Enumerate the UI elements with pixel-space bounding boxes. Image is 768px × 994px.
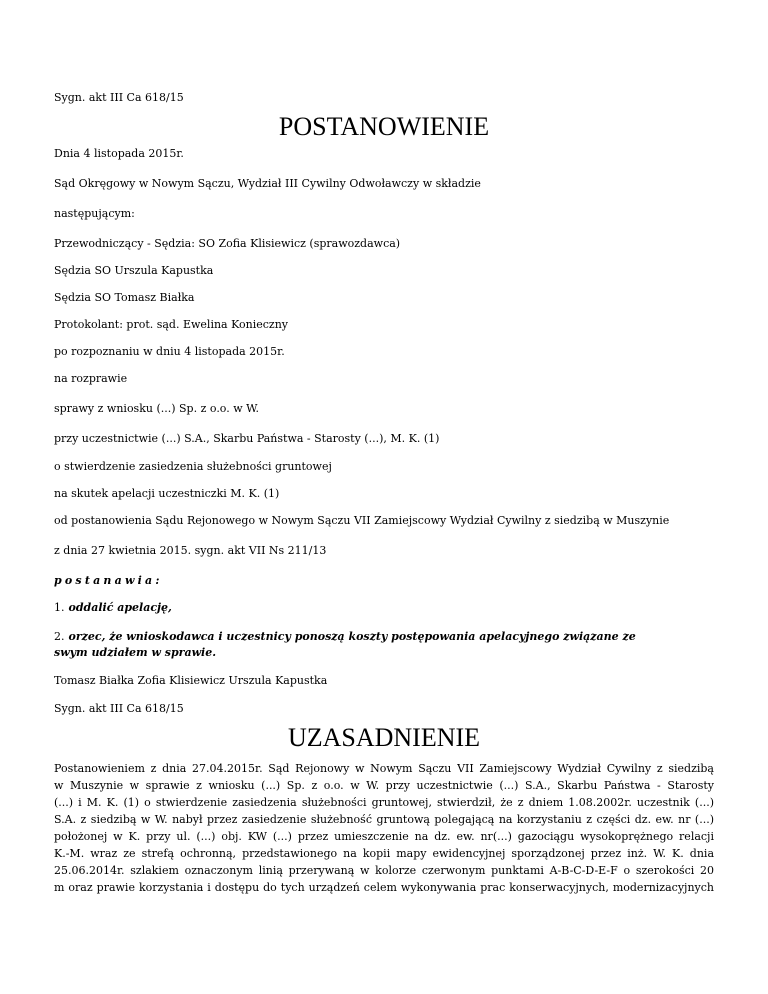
paragraph-row: (...) i M. K. (1) o stwierdzenie zasiedzenia służebności gruntowej, stwierdził, że z dniem 1.08.2002r. uczestnik (...) <box>54 796 714 809</box>
body-line-applicant: sprawy z wniosku (...) Sp. z o.o. w W. <box>54 402 260 415</box>
body-line-decision-date: z dnia 27 kwietnia 2015. sygn. akt VII Ns 211/13 <box>54 544 327 557</box>
ruling-item-1 <box>54 601 172 615</box>
body-line-composition: następującym: <box>54 207 135 220</box>
body-line-hearing-date: po rozpoznaniu w dniu 4 listopada 2015r. <box>54 345 285 358</box>
document-title: POSTANOWIENIE <box>278 112 490 141</box>
body-line-judge-2: Sędzia SO Tomasz Białka <box>54 291 195 304</box>
ruling-item-number: 1. <box>54 601 65 614</box>
body-line-court: Sąd Okręgowy w Nowym Sączu, Wydział III Cywilny Odwoławczy w składzie <box>54 177 481 190</box>
paragraph-row: 25.06.2014r. szlakiem oznaczonym linią przerywaną w kolorze czerwonym punktami A-B-C-D-E-F o szerokości 20 <box>54 864 714 877</box>
paragraph-row: S.A. z siedzibą w W. nabył przez zasiedzenie służebność gruntową polegającą na korzystaniu z części dz. ew. nr (...) <box>54 813 714 826</box>
ruling-item-2 <box>54 630 636 644</box>
justification-title: UZASADNIENIE <box>287 723 481 752</box>
paragraph-row: położonej w K. przy ul. (...) obj. KW (...) przez umieszczenie na dz. ew. nr(...) gazociągu wysokoprężnego relacji <box>54 830 714 843</box>
paragraph-row: m oraz prawie korzystania i dostępu do tych urządzeń celem wykonywania prac konserwacyjnych, modernizacyjnych <box>54 881 714 894</box>
body-line-subject: o stwierdzenie zasiedzenia służebności gruntowej <box>54 460 332 473</box>
ruling-item-text: oddalić apelację, <box>68 601 172 614</box>
justification-signature: Sygn. akt III Ca 618/15 <box>54 702 184 715</box>
ruling-item-2-continuation: swym udziałem w sprawie. <box>54 646 217 659</box>
body-line-participants: przy uczestnictwie (...) S.A., Skarbu Państwa - Starosty (...), M. K. (1) <box>54 432 440 445</box>
justification-paragraph <box>54 760 714 896</box>
body-line-judge-1: Sędzia SO Urszula Kapustka <box>54 264 214 277</box>
body-line-appeal: na skutek apelacji uczestniczki M. K. (1) <box>54 487 280 500</box>
body-line-date: Dnia 4 listopada 2015r. <box>54 147 184 160</box>
paragraph-row: w Muszynie w sprawie z wniosku (...) Sp. z o.o. w W. przy uczestnictwie (...) S.A., Skarbu Państwa - Starosty <box>54 779 714 792</box>
body-line-presiding-judge: Przewodniczący - Sędzia: SO Zofia Klisiewicz (sprawozdawca) <box>54 237 401 250</box>
body-line-clerk: Protokolant: prot. sąd. Ewelina Konieczny <box>54 318 289 331</box>
body-line-lower-court: od postanowienia Sądu Rejonowego w Nowym Sączu VII Zamiejscowy Wydział Cywilny z siedzibą w Muszynie <box>54 514 670 527</box>
case-signature: Sygn. akt III Ca 618/15 <box>54 91 184 104</box>
paragraph-row: Postanowieniem z dnia 27.04.2015r. Sąd Rejonowy w Nowym Sączu VII Zamiejscowy Wydział Cywilny z siedzibą <box>54 762 714 775</box>
ruling-item-number: 2. <box>54 630 65 643</box>
body-line-hearing: na rozprawie <box>54 372 128 385</box>
signatories: Tomasz Białka Zofia Klisiewicz Urszula Kapustka <box>54 674 328 687</box>
paragraph-row: K.-M. wraz ze strefą ochronną, przedstawionego na kopii mapy ewidencyjnej sporządzonej przez inż. W. K. dnia <box>54 847 714 860</box>
ruling-heading: postanawia: <box>54 574 163 587</box>
ruling-item-text: orzec, że wnioskodawca i uczestnicy ponoszą koszty postępowania apelacyjnego związane ze <box>68 630 636 643</box>
